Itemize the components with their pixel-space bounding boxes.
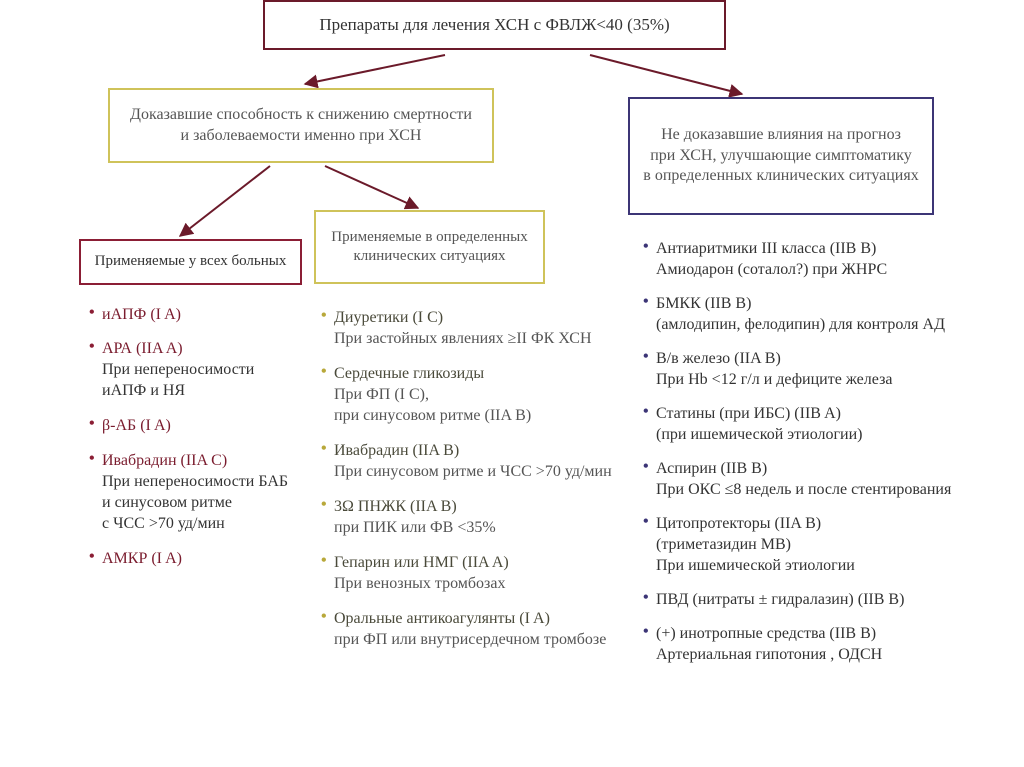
drug-note: При ОКС ≤8 недель и после стентирования	[656, 481, 952, 498]
drug-title: β-АБ (I A)	[102, 417, 171, 434]
bullet-icon: •	[643, 403, 649, 420]
bullet-icon: •	[89, 304, 95, 321]
drug-note: с ЧСС >70 уд/мин	[102, 515, 225, 532]
bullet-icon: •	[643, 458, 649, 475]
bullet-icon: •	[643, 238, 649, 255]
not-proven-line-1: Не доказавшие влияния на прогноз	[661, 126, 901, 144]
proven-line-2: и заболеваемости именно при ХСН	[180, 126, 422, 144]
list-item	[321, 440, 621, 482]
drug-note: (амлодипин, фелодипин) для контроля АД	[656, 316, 945, 333]
arrow-top-to-left	[305, 55, 445, 84]
list-item	[643, 403, 1013, 445]
drug-title: ПВД (нитраты ± гидралазин) (IIB B)	[656, 591, 905, 608]
drug-note: При синусовом ритме и ЧСС >70 уд/мин	[334, 463, 612, 480]
not-proven-line-3: в определенных клинических ситуациях	[643, 167, 919, 185]
drug-title: Гепарин или НМГ (IIA A)	[334, 554, 509, 571]
not-proven-line-2: при ХСН, улучшающие симптоматику	[650, 146, 912, 164]
list-item	[89, 338, 299, 401]
drug-note: и синусовом ритме	[102, 494, 232, 511]
all-patients-box	[79, 239, 302, 285]
drug-title: Статины (при ИБС) (IIB A)	[656, 405, 841, 422]
drug-title: БМКК (IIB B)	[656, 295, 752, 312]
bullet-icon: •	[643, 589, 649, 606]
drug-note: При ишемической этиологии	[656, 557, 855, 574]
drug-title: АРА (IIA A)	[102, 340, 183, 357]
bullet-icon: •	[321, 608, 327, 625]
drug-title: Аспирин (IIB B)	[656, 460, 768, 477]
drug-note: иАПФ и НЯ	[102, 382, 186, 399]
list-item	[643, 238, 1013, 280]
list-item	[89, 304, 299, 325]
bullet-icon: •	[321, 440, 327, 457]
top-title: Препараты для лечения ХСН с ФВЛЖ<40 (35%)	[319, 15, 670, 35]
some-situations-box	[314, 210, 545, 284]
list-item	[643, 589, 1013, 610]
drug-note: (триметазидин МВ)	[656, 536, 791, 553]
list-item	[321, 552, 621, 594]
some-situations-drug-list	[321, 307, 621, 664]
drug-note: (при ишемической этиологии)	[656, 426, 863, 443]
bullet-icon: •	[89, 338, 95, 355]
list-item	[321, 608, 621, 650]
list-item	[321, 363, 621, 426]
list-item	[89, 415, 299, 436]
drug-title: 3Ω ПНЖК (IIA B)	[334, 498, 457, 515]
drug-note: При застойных явлениях ≥II ФК ХСН	[334, 330, 592, 347]
drug-title: Диуретики (I C)	[334, 309, 444, 326]
proven-line-1: Доказавшие способность к снижению смертности	[130, 106, 472, 124]
list-item	[89, 450, 299, 534]
not-proven-drug-list	[643, 238, 1013, 678]
bullet-icon: •	[89, 548, 95, 565]
bullet-icon: •	[643, 623, 649, 640]
bullet-icon: •	[321, 307, 327, 324]
drug-title: Ивабрадин (IIA C)	[102, 452, 228, 469]
bullet-icon: •	[321, 496, 327, 513]
proven-mortality-box	[108, 88, 494, 163]
list-item	[643, 513, 1013, 576]
list-item	[643, 348, 1013, 390]
drug-note: При непереносимости	[102, 361, 255, 378]
list-item	[643, 293, 1013, 335]
list-item	[321, 496, 621, 538]
drug-title: иАПФ (I A)	[102, 306, 181, 323]
list-item	[321, 307, 621, 349]
drug-note: Амиодарон (соталол?) при ЖНРС	[656, 261, 888, 278]
list-item	[643, 623, 1013, 665]
drug-title: Цитопротекторы (IIA B)	[656, 515, 822, 532]
bullet-icon: •	[643, 513, 649, 530]
some-situations-line-1: Применяемые в определенных	[331, 228, 528, 245]
drug-note: При венозных тромбозах	[334, 575, 506, 592]
drug-title: Ивабрадин (IIA B)	[334, 442, 460, 459]
drug-title: Сердечные гликозиды	[334, 365, 485, 382]
all-patients-drug-list	[89, 304, 299, 583]
drug-title: АМКР (I A)	[102, 550, 183, 567]
some-situations-line-2: клинических ситуациях	[353, 248, 506, 264]
drug-title: Антиаритмики III класса (IIB B)	[656, 240, 877, 257]
drug-note: При непереносимости БАБ	[102, 473, 289, 490]
bullet-icon: •	[643, 293, 649, 310]
list-item	[643, 458, 1013, 500]
bullet-icon: •	[89, 450, 95, 467]
not-proven-box	[628, 97, 934, 215]
drug-note: при ПИК или ФВ <35%	[334, 519, 496, 536]
drug-note: Артериальная гипотония , ОДСН	[656, 646, 883, 663]
all-patients-label: Применяемые у всех больных	[94, 253, 287, 270]
top-title-box	[263, 0, 726, 50]
bullet-icon: •	[321, 552, 327, 569]
list-item	[89, 548, 299, 569]
bullet-icon: •	[89, 415, 95, 432]
bullet-icon: •	[321, 363, 327, 380]
arrow-mid-to-all	[180, 166, 270, 236]
drug-note: при ФП или внутрисердечном тромбозе	[334, 631, 607, 648]
drug-title: В/в железо (IIA B)	[656, 350, 781, 367]
bullet-icon: •	[643, 348, 649, 365]
drug-note: При Hb <12 г/л и дефиците железа	[656, 371, 893, 388]
arrow-top-to-right	[590, 55, 742, 94]
drug-note: При ФП (I C),	[334, 386, 429, 403]
drug-note: при синусовом ритме (IIA B)	[334, 407, 532, 424]
drug-title: Оральные антикоагулянты (I A)	[334, 610, 550, 627]
drug-title: (+) инотропные средства (IIB B)	[656, 625, 877, 642]
arrow-mid-to-some	[325, 166, 418, 208]
